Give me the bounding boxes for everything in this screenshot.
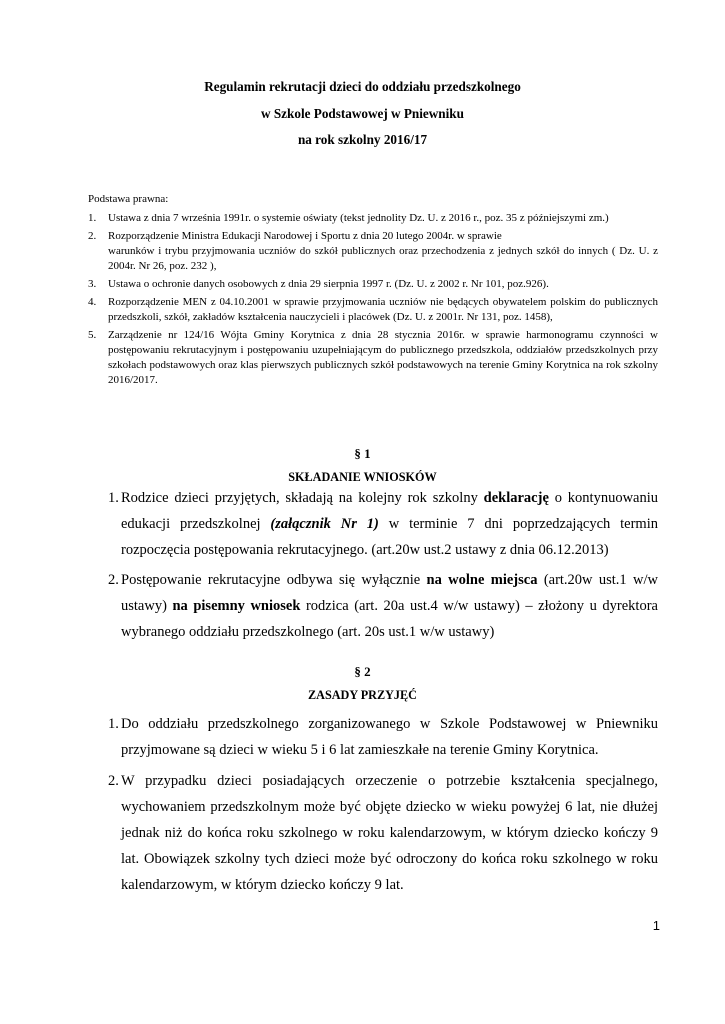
- text-run: rodzica (art. 20a ust.4 w/w ustawy) – złożony u dyrektora wybranego oddziału przedszkolnego (art. 20s ust.1 w/w ustawy): [121, 598, 658, 640]
- legal-basis-number: 1.: [88, 212, 97, 224]
- legal-basis-number: 3.: [88, 278, 97, 290]
- text-run: (art.20w ust.1 w/w ustawy): [121, 572, 658, 614]
- item-number: 1.: [108, 490, 119, 506]
- legal-basis-label: Podstawa prawna:: [88, 193, 169, 205]
- section-1-symbol: § 1: [354, 446, 371, 461]
- section-1-item-1: [96, 485, 658, 563]
- legal-basis-text: Ustawa z dnia 7 września 1991r. o systemie oświaty (tekst jednolity Dz. U. z 2016 r., poz. 35 z późniejszymi zm.): [108, 212, 609, 224]
- item-text: W przypadku dzieci posiadających orzeczenie o potrzebie kształcenia specjalnego, wychowaniem przedszkolnym może być objęte dziecko w wieku powyżej 6 lat, nie dłużej jednak niż do końca roku szkolnego w roku kalendarzowym, w którym dziecko kończy 9 lat. Obowiązek szkolny tych dzieci może być odroczony do końca roku szkolnego w roku kalendarzowym, w którym dziecko kończy 9 lat.: [121, 773, 658, 893]
- page-number: 1: [652, 918, 660, 933]
- section-2-symbol: § 2: [354, 664, 371, 679]
- item-text: Do oddziału przedszkolnego zorganizowanego w Szkole Podstawowej w Pniewniku przyjmowane są dzieci w wieku 5 i 6 lat zamieszkałe na terenie Gminy Korytnica.: [121, 716, 658, 758]
- legal-basis-number: 2.: [88, 230, 97, 242]
- attachment-reference: (załącznik Nr 1): [270, 516, 379, 532]
- legal-basis-number: 4.: [88, 296, 97, 308]
- document-title-line1: Regulamin rekrutacji dzieci do oddziału przedszkolnego: [204, 79, 521, 94]
- text-run: w terminie 7 dni poprzedzających termin rozpoczęcia postępowania rekrutacyjnego. (art.20w ust.2 ustawy z dnia 06.12.2013): [121, 516, 658, 558]
- legal-basis-item: [88, 211, 658, 226]
- legal-basis-item: [88, 295, 658, 325]
- legal-basis-item: [88, 328, 658, 388]
- legal-basis-text: Rozporządzenie MEN z 04.10.2001 w sprawie przyjmowania uczniów nie będących obywatelem polskim do publicznych przedszkoli, szkół, zakładów kształcenia nauczycieli i placówek (Dz. U. z 2001r. Nr 131, poz. 1458),: [108, 296, 658, 323]
- legal-basis-text: Ustawa o ochronie danych osobowych z dnia 29 sierpnia 1997 r. (Dz. U. z 2002 r. Nr 101, poz.926).: [108, 278, 549, 290]
- legal-basis-list: [88, 211, 658, 391]
- item-text: [121, 567, 658, 645]
- item-number: 2.: [108, 572, 119, 588]
- section-1-title: SKŁADANIE WNIOSKÓW: [288, 470, 437, 484]
- legal-basis-item: [88, 229, 658, 274]
- legal-basis-item: [88, 277, 658, 292]
- bold-text: deklarację: [483, 490, 549, 506]
- section-2-title: ZASADY PRZYJĘĆ: [308, 688, 417, 702]
- item-number: 2.: [108, 773, 119, 789]
- item-text: [121, 485, 658, 563]
- legal-basis-text: warunków i trybu przyjmowania uczniów do szkół publicznych oraz przechodzenia z jednych szkół do innych ( Dz. U. z 2004r. Nr 26, poz. 232 ),: [108, 245, 658, 272]
- bold-text: na wolne miejsca: [426, 572, 538, 588]
- legal-basis-number: 5.: [88, 329, 97, 341]
- section-2-item-2: [96, 768, 658, 898]
- document-title-line2: w Szkole Podstawowej w Pniewniku: [261, 106, 464, 121]
- document-title-line3: na rok szkolny 2016/17: [297, 132, 428, 147]
- text-run: o kontynuowaniu edukacji przedszkolnej: [121, 490, 659, 532]
- legal-basis-text: Rozporządzenie Ministra Edukacji Narodowej i Sportu z dnia 20 lutego 2004r. w sprawie: [108, 230, 502, 242]
- item-number: 1.: [108, 716, 119, 732]
- section-2-item-1: [96, 711, 658, 763]
- section-1-item-2: [96, 567, 658, 645]
- text-run: Postępowanie rekrutacyjne odbywa się wyłącznie: [121, 572, 427, 588]
- bold-text: na pisemny wniosek: [172, 598, 301, 614]
- legal-basis-text: Zarządzenie nr 124/16 Wójta Gminy Korytnica z dnia 28 stycznia 2016r. w sprawie harmonogramu czynności w postępowaniu rekrutacyjnym i postępowaniu uzupełniającym do publicznego przedszkola, oddziałów przedszkolnych przy szkołach podstawowych oraz klas pierwszych publicznych szkół podstawowych na terenie Gminy Korytnica na rok szkolny 2016/2017.: [108, 329, 658, 386]
- text-run: Rodzice dzieci przyjętych, składają na kolejny rok szkolny: [121, 490, 484, 506]
